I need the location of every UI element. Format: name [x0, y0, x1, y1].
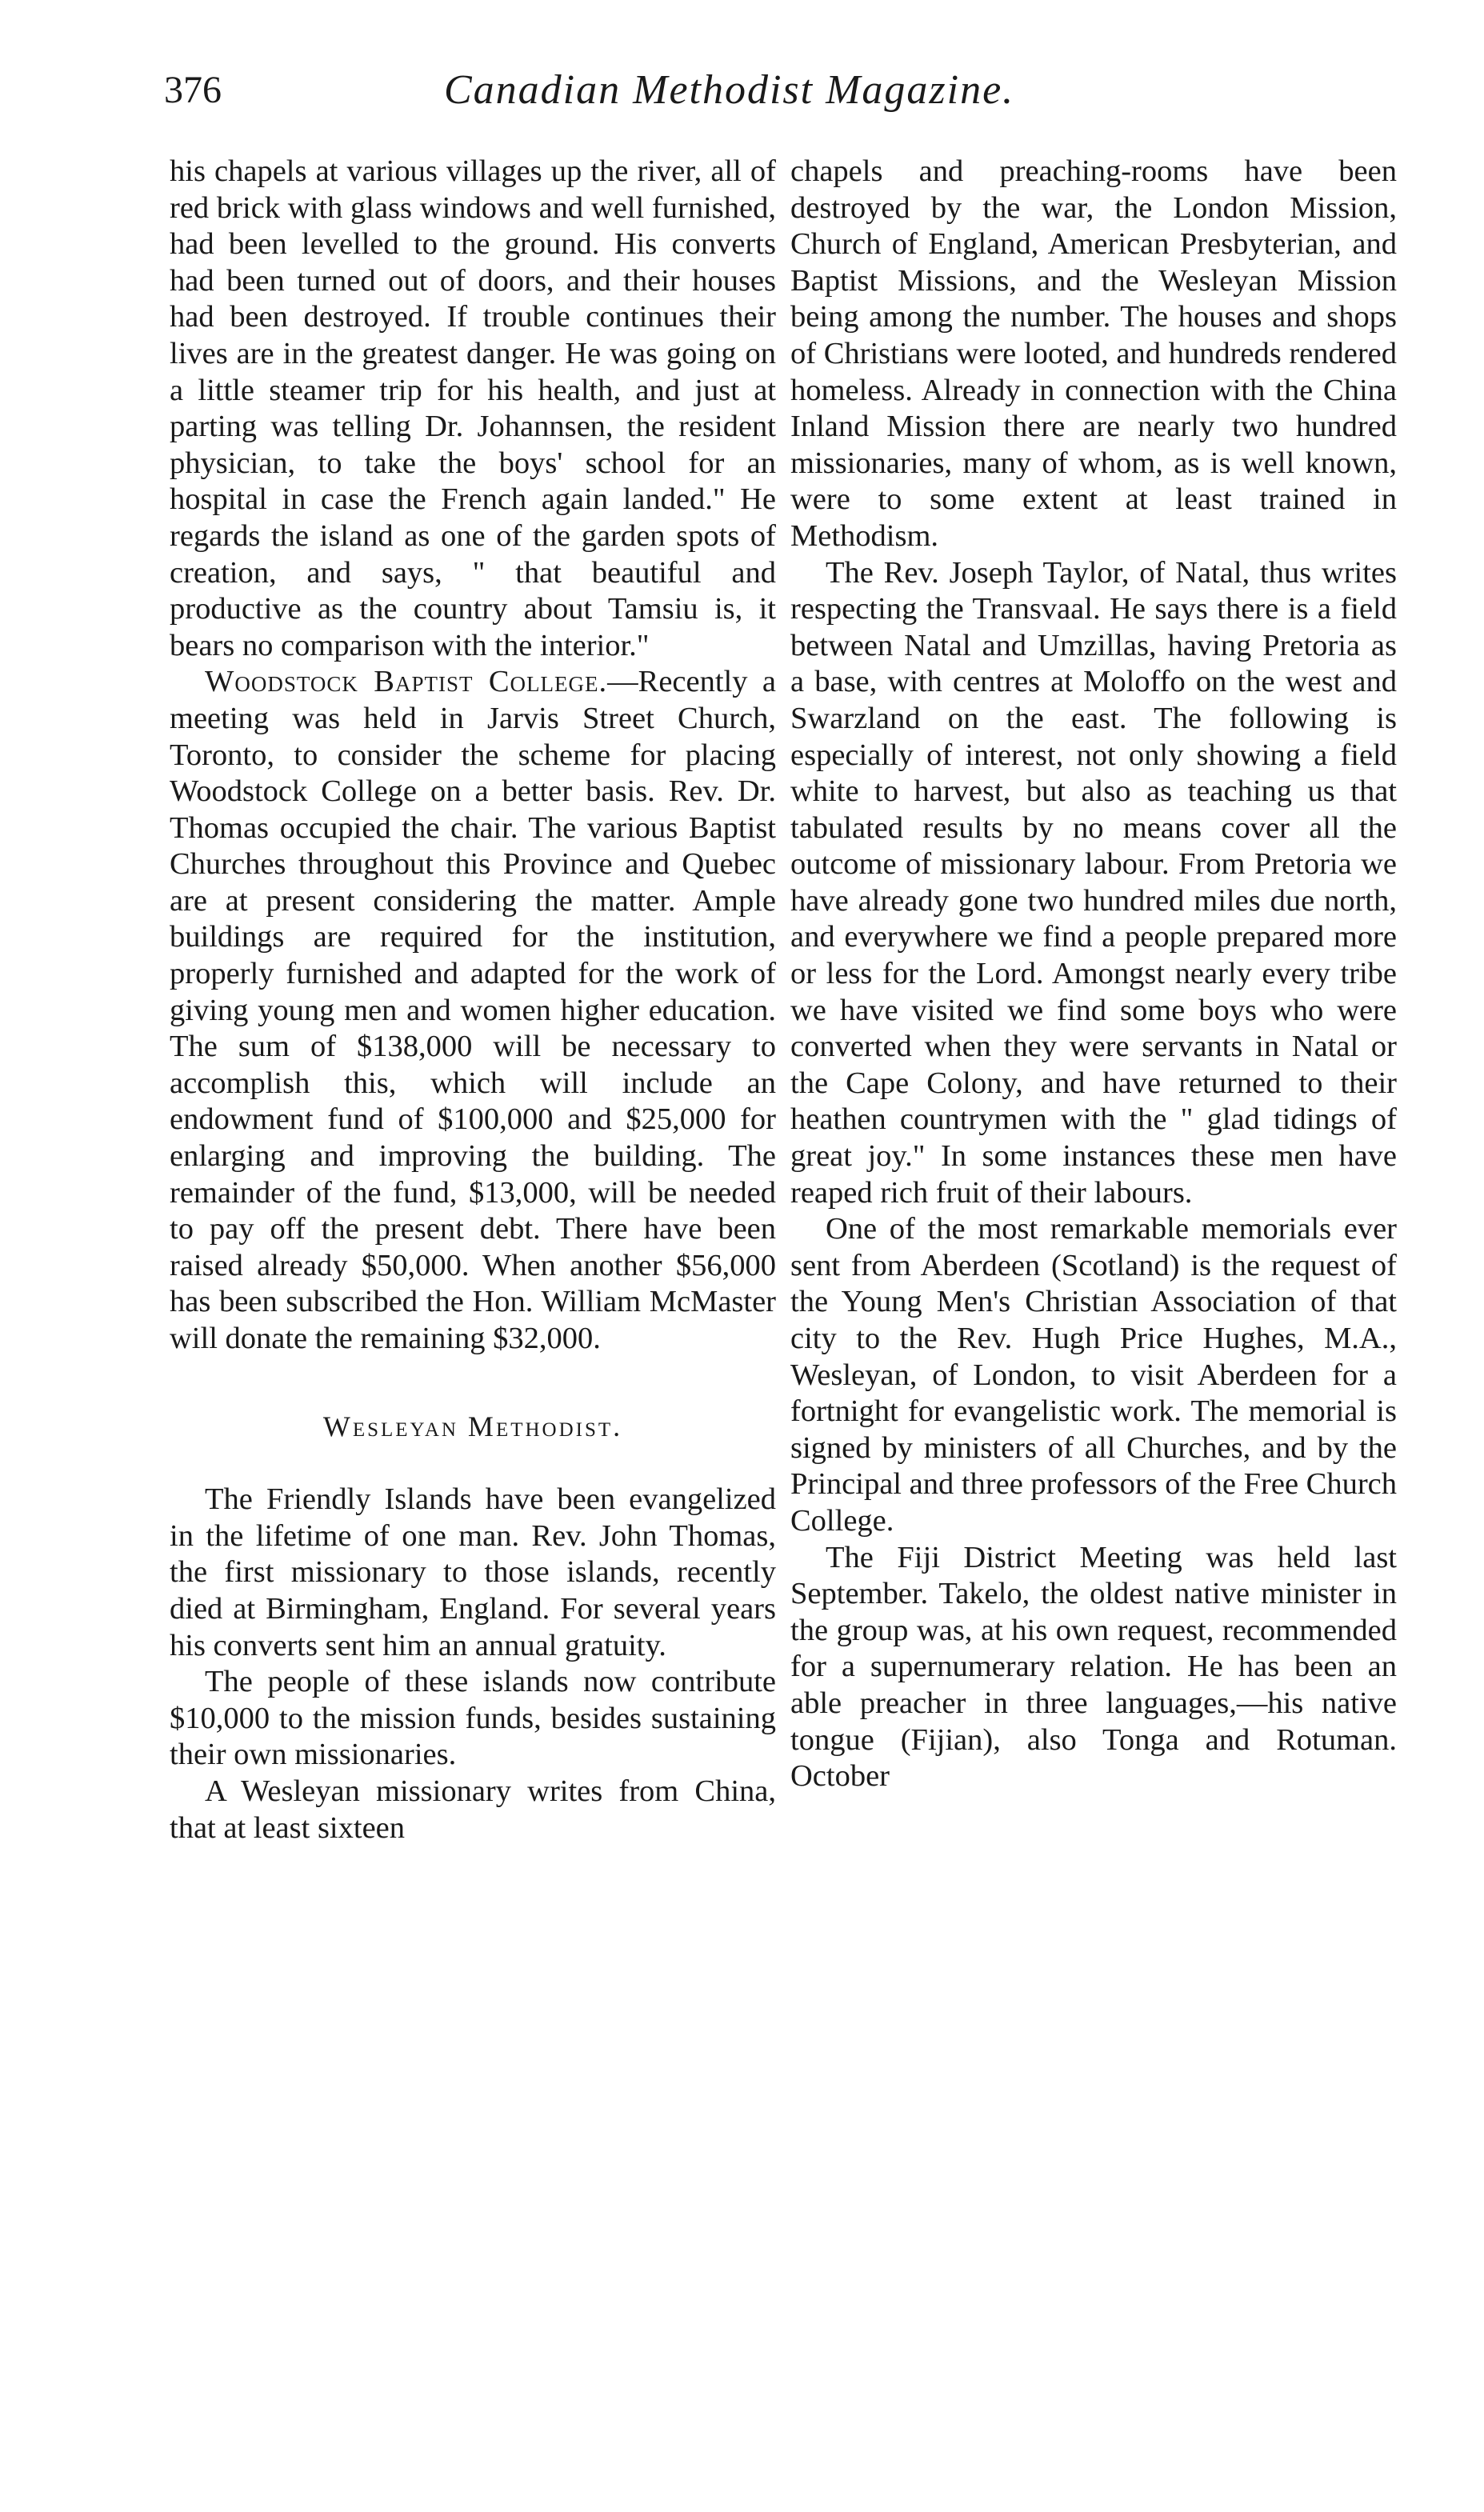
paragraph-woodstock: [170, 664, 776, 1357]
running-title: Canadian Methodist Magazine.: [444, 67, 1015, 113]
paragraph-transvaal: The Rev. Joseph Taylor, of Natal, thus writes respecting the Transvaal. He says there is a field between Natal and Umzillas, having Pretoria as a base, with centres at Moloffo on the west and Swarzland on the east. The following is especially of interest, not only showing a field white to harvest, but also as teaching us that tabulated results by no means cover all the outcome of missionary labour. From Pretoria we have already gone two hundred miles due north, and everywhere we find a people prepared more or less for the Lord. Amongst nearly every tribe we have visited we find some boys who were converted when they were servants in Natal or the Cape Colony, and have returned to their heathen countrymen with the " glad tidings of great joy." In some instances these men have reaped rich fruit of their labours.: [790, 555, 1397, 1210]
section-heading-wesleyan: Wesleyan Methodist.: [322, 1410, 623, 1442]
paragraph-fiji: The Fiji District Meeting was held last September. Takelo, the oldest native minister in the group was, at his own request, recommended for a supernumerary relation. He has been an able preacher in three languages,—his native tongue (Fijian), also Tonga and Rotuman. October: [790, 1540, 1397, 1794]
page-number: 376: [164, 69, 222, 111]
page-header: [164, 62, 1396, 118]
paragraph-aberdeen: One of the most remarkable memorials ever sent from Aberdeen (Scotland) is the request of the Young Men's Christian Association of that city to the Rev. Hugh Price Hughes, M.A., Wesleyan, of London, to visit Aberdeen for a fortnight for evangelistic work. The memorial is signed by ministers of all Churches, and by the Principal and three professors of the Free Church College.: [790, 1212, 1398, 1538]
paragraph-friendly-islands: The Friendly Islands have been evangelized in the lifetime of one man. Rev. John Thomas, the first missionary to those islands, recently died at Birmingham, England. For several years his converts sent him an annual gratuity.: [170, 1482, 776, 1662]
paragraph-continued: his chapels at various villages up the river, all of red brick with glass windows and well furnished, had been levelled to the ground. His converts had been turned out of doors, and their houses had been destroyed. If trouble continues their lives are in the greatest danger. He was going on a little steamer trip for his health, and just at parting was telling Dr. Johannsen, the resident physician, to take the boys' school for an hospital in case the French again landed." He regards the island as one of the garden spots of creation, and says, " that beautiful and productive as the country about Tamsiu is, it bears no comparison with the interior.": [170, 154, 776, 662]
left-column: [170, 154, 776, 1846]
paragraph-chapels-destroyed: chapels and preaching-rooms have been destroyed by the war, the London Mission, Church of England, American Presbyterian, and Baptist Missions, and the Wesleyan Mission being among the number. The houses and shops of Christians were looted, and hundreds rendered homeless. Already in connection with the China Inland Mission there are nearly two hundred missionaries, many of whom, as is well known, were to some extent at least trained in Methodism.: [790, 154, 1398, 553]
paragraph-china-missionary: A Wesleyan missionary writes from China, that at least sixteen: [170, 1774, 776, 1845]
paragraph-islands-contribute: The people of these islands now contribute $10,000 to the mission funds, besides sustaining their own missionaries.: [170, 1665, 776, 1772]
woodstock-heading: Woodstock Baptist College.: [205, 665, 608, 699]
woodstock-body: —Recently a meeting was held in Jarvis Street Church, Toronto, to consider the scheme for placing Woodstock College on a better basis. Rev. Dr. Thomas occupied the chair. The various Baptist Churches throughout this Province and Quebec are at present considering the matter. Ample buildings are required for the institution, properly furnished and adapted for the work of giving young men and women higher education. The sum of $138,000 will be necessary to accomplish this, which will include an endowment fund of $100,000 and $25,000 for enlarging and improving the building. The remainder of the fund, $13,000, will be needed to pay off the present debt. There have been raised already $50,000. When another $56,000 has been subscribed the Hon. William McMaster will donate the remaining $32,000.: [170, 665, 776, 1355]
right-column: [790, 154, 1397, 1795]
